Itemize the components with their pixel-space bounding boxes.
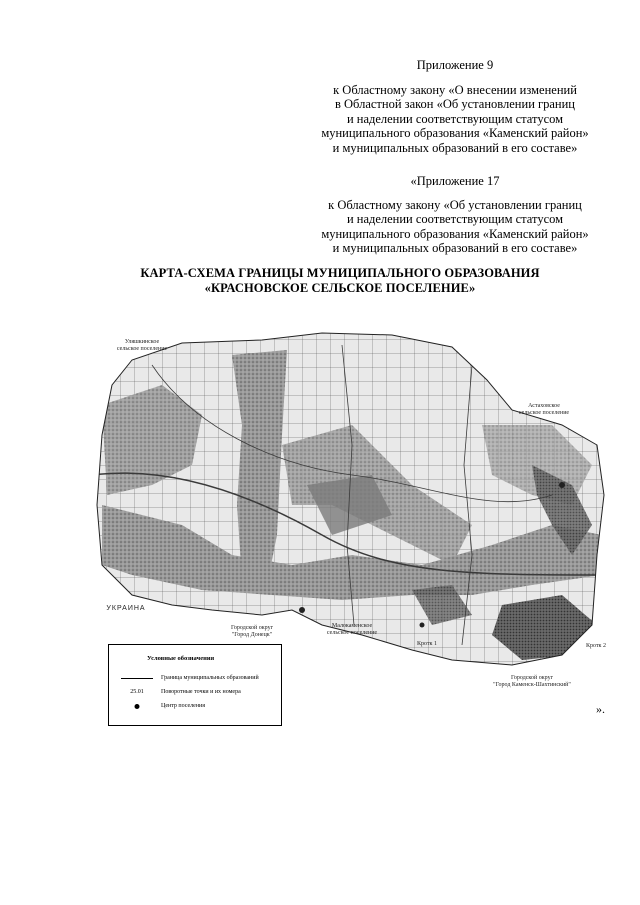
- legend-item-label: Граница муниципальных образований: [161, 675, 259, 681]
- settlement-center-marker: [559, 482, 565, 488]
- annex-17-line: муниципального образования «Каменский район»: [321, 226, 589, 241]
- legend-item-label: Поворотные точки и их номера: [161, 689, 241, 695]
- annex-9-line: и наделении соответствующим статусом: [346, 111, 564, 126]
- annex-17-block: [290, 174, 620, 256]
- annex-17-line: и наделении соответствующим статусом: [346, 212, 564, 226]
- legend-title: Условные обозначения: [147, 655, 215, 662]
- settlement-center-icon: [119, 703, 155, 710]
- annex-17-line: и муниципальных образований в его составе»: [332, 241, 578, 255]
- legend-item-boundary: [119, 675, 259, 682]
- map-label-ulyakovskoe: Уляшкинское сельское поселение: [116, 339, 168, 352]
- annex-9-heading: Приложение 9: [416, 58, 494, 72]
- map-legend: [108, 644, 282, 726]
- map-label-point-left: Кротк 1: [417, 641, 437, 647]
- map-label-ukraine: УКРАИНА: [106, 605, 146, 612]
- legend-item-label: Центр поселения: [161, 703, 206, 709]
- map-label-kamensk: Городской округ "Город Каменск-Шахтинский": [493, 675, 571, 688]
- document-title: [60, 266, 620, 296]
- map-label-astakhovskoe: Астаховское сельское поселение: [518, 403, 570, 416]
- annex-9-line: муниципального образования «Каменский район»: [321, 126, 589, 140]
- annex-17-heading: «Приложение 17: [410, 174, 500, 188]
- settlement-center-marker: [299, 607, 305, 613]
- boundary-line-icon: [119, 675, 155, 682]
- legend-item-points: [119, 689, 241, 696]
- annex-9-block: [290, 58, 620, 155]
- map-label-point-right: Кротк 2: [586, 643, 606, 649]
- annex-9-line: к Областному закону «О внесении изменений: [333, 82, 577, 97]
- annex-9-line: в Областной закон «Об установлении границ: [334, 97, 575, 111]
- legend-item-center: [119, 703, 205, 710]
- title-line-2: «КРАСНОВСКОЕ СЕЛЬСКОЕ ПОСЕЛЕНИЕ»: [204, 281, 476, 295]
- settlement-center-marker: [420, 623, 425, 628]
- annex-9-line: и муниципальных образований в его составе»: [332, 140, 578, 155]
- closing-quote: ».: [596, 702, 605, 716]
- legend-point-sample: 25.01: [130, 689, 144, 695]
- map-label-donetsk: Городской округ "Город Донецк": [230, 625, 274, 638]
- annex-17-line: к Областному закону «Об установлении границ: [328, 197, 582, 212]
- title-line-1: КАРТА-СХЕМА ГРАНИЦЫ МУНИЦИПАЛЬНОГО ОБРАЗОВАНИЯ: [140, 266, 540, 280]
- turning-point-icon: [119, 689, 155, 696]
- map-label-malokamenskoe: Малокаменское сельское поселение: [326, 623, 378, 636]
